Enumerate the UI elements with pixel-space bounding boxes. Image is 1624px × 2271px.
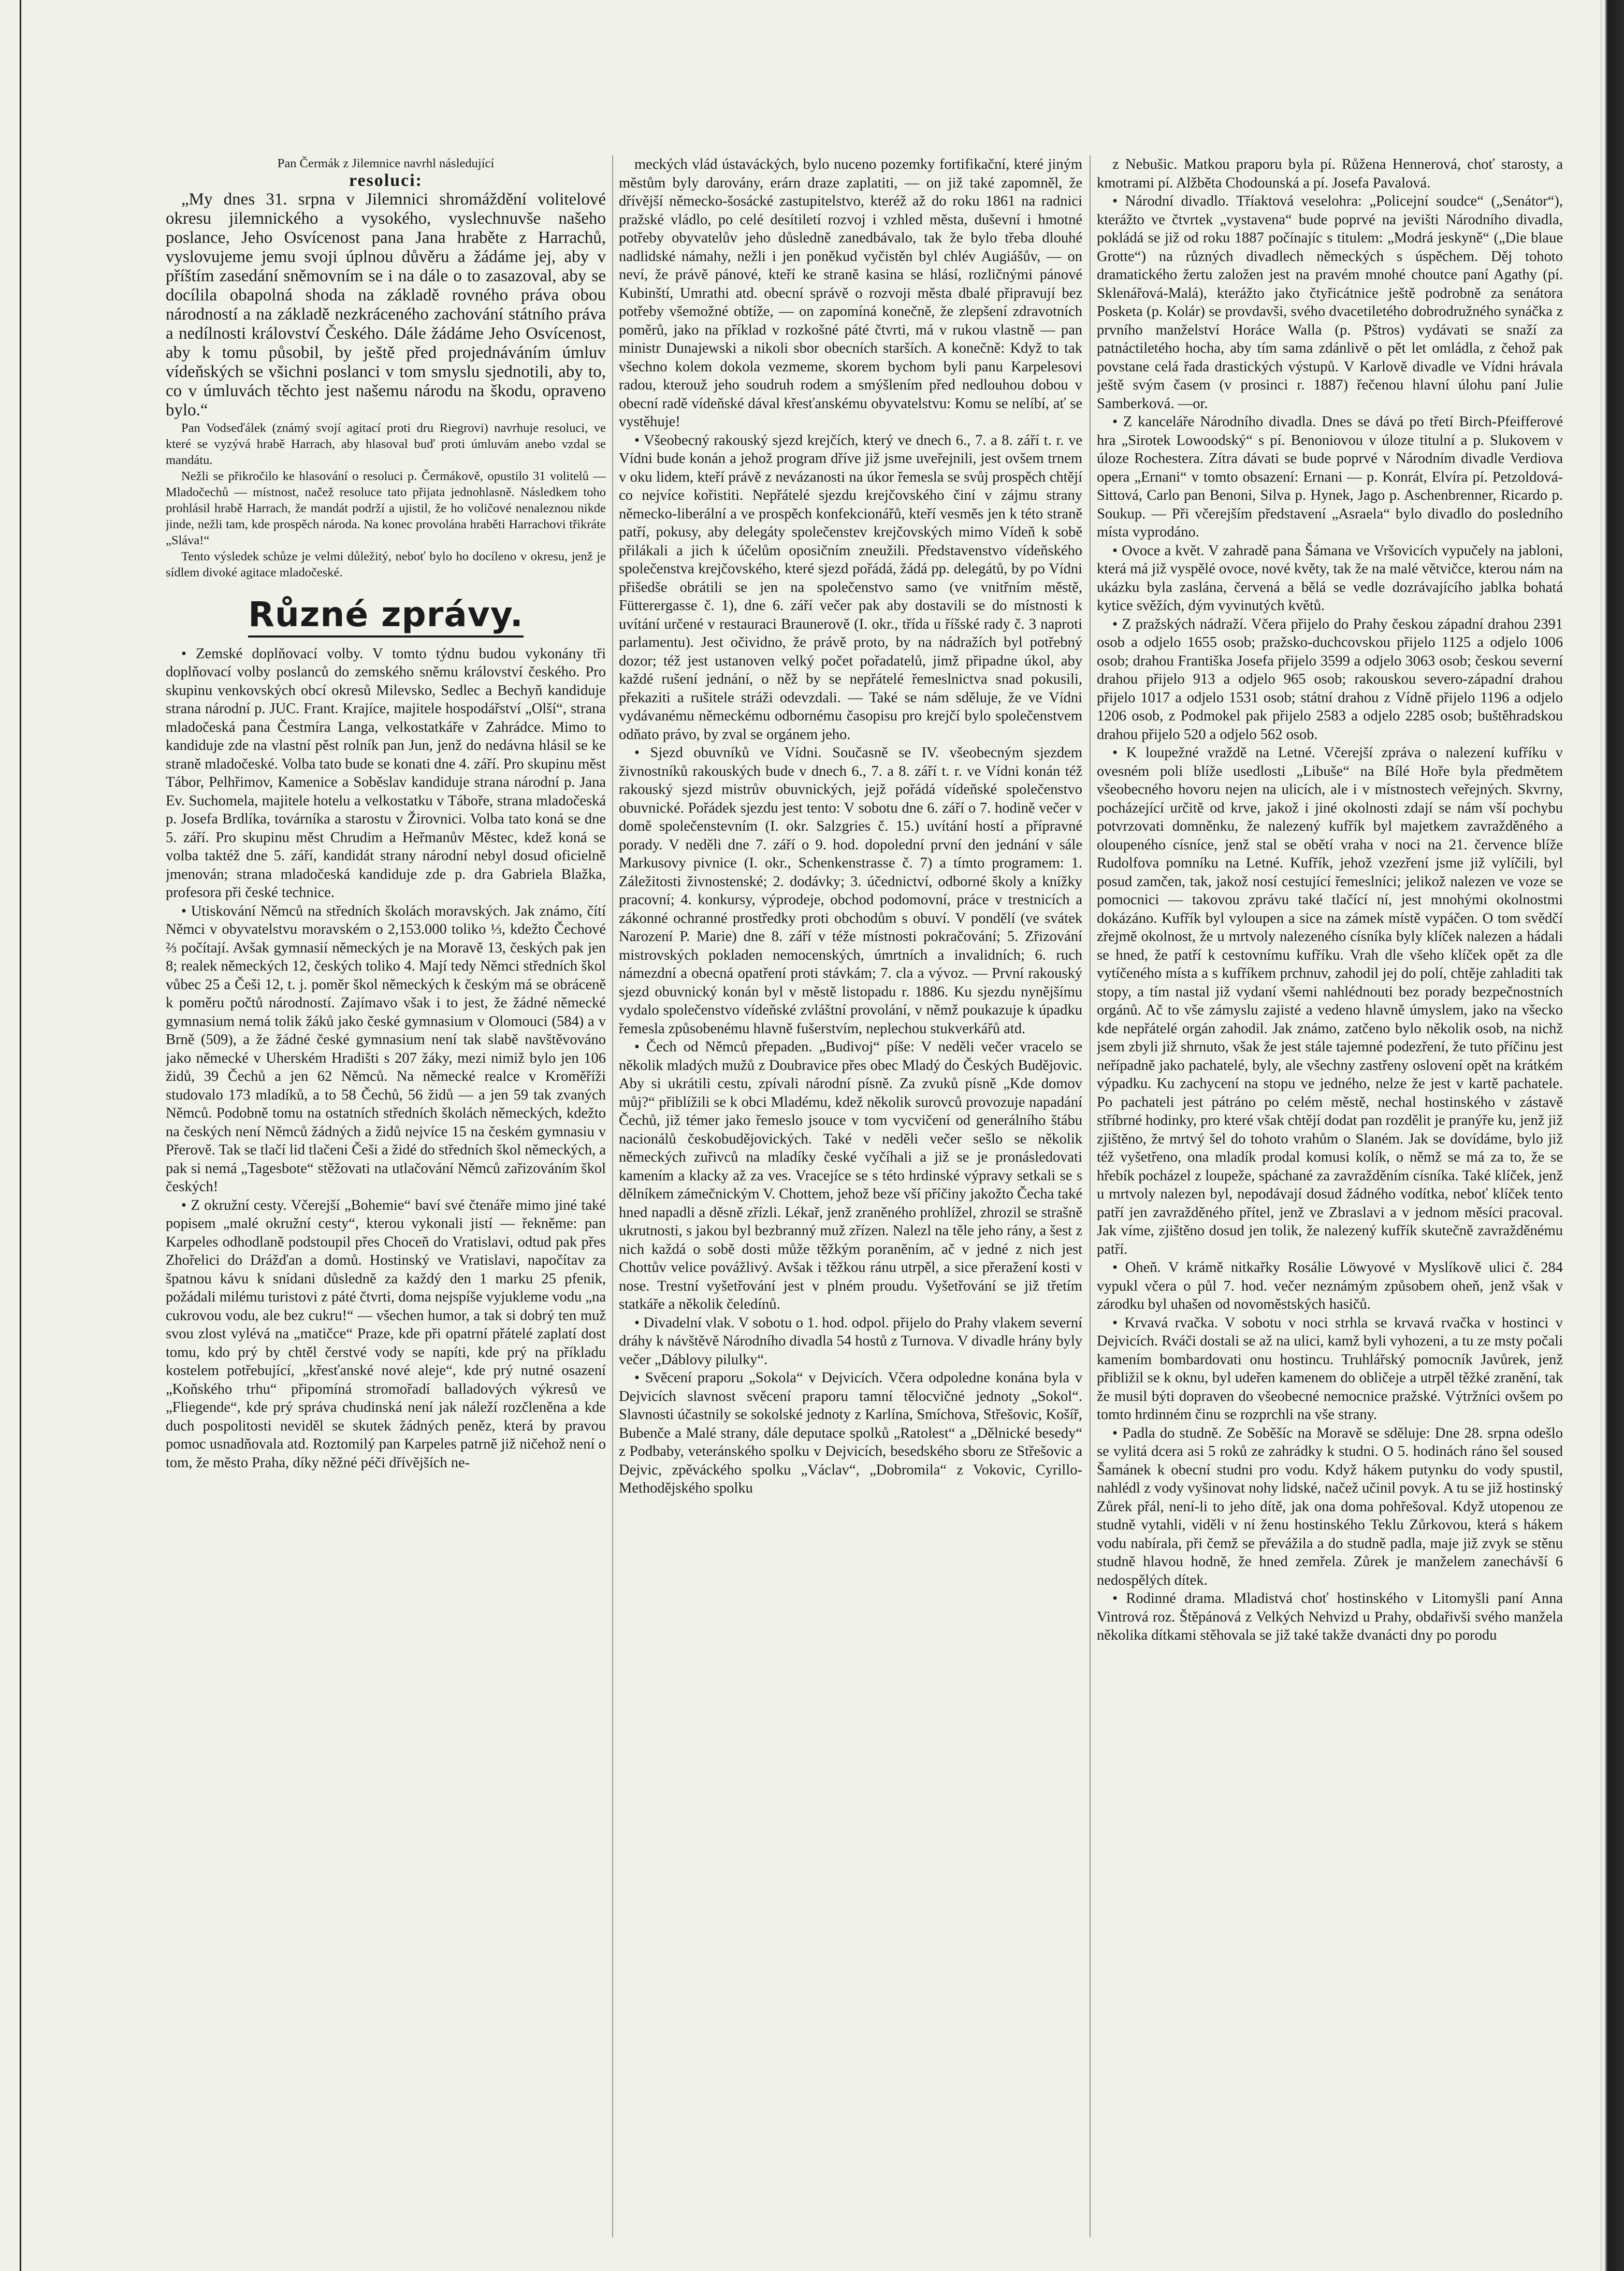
section-heading <box>166 596 606 633</box>
resolution-intro: Pan Čermák z Jilemnice navrhl následující <box>277 156 495 170</box>
column-divider <box>1090 155 1091 2237</box>
news-item: • Zemské doplňovací volby. V tomto týdnu budou vykonány tři doplňovací volby poslanců do zemského sněmu království českého. Pro skupinu venkovských obcí okresů Milevsko, Sedlec a Bechyň kandiduje strana národní p. JUC. Frant. Krajíce, majitele hospodářství „Olší“, strana mladočeská pana Čestmíra Langa, velkostatkáře v Zahrádce. Mimo to kandiduje zde na vlastní pěst rolník pan Jun, jenž do nedávna hlásil se ke straně mladočeské. Volba tato bude se konati dne 4. září. Pro skupinu měst Tábor, Pelhřimov, Kamenice a Soběslav kandiduje strana národní p. Jana Ev. Suchomela, majitele hotelu a velkostatku v Táboře, strana mladočeská p. Josefa Brdlíka, továrníka a starostu v Žirovnici. Volba tato koná se dne 5. září. Pro skupinu měst Chrudim a Heřmanův Městec, kdež koná se volba taktéž dne 5. září, kandidát strany národní nebyl dosud oficielně jmenován; strana mladočeská kandiduje zde p. dra Gabriela Blažka, profesora při české technice. <box>166 645 606 901</box>
page-binding-edge <box>1600 0 1624 2271</box>
resolution-text: „My dnes 31. srpna v Jilemnici shromáždění volitelové okresu jilemnického a vysokého, vyslechnuvše našeho poslance, Jeho Osvícenost pana Jana hraběte z Harrachů, vyslovujeme jemu svoji úplnou důvěru a žádáme jej, aby v příštím zasedání sněmovním se i na dále o to zasazoval, aby se docílila obapolná shoda na základě rovného práva obou národností a na základě nezkráceného zachování státního práva a nedílnosti království Českého. Dále žádáme Jeho Osvícenost, aby k tomu působil, by ještě před projednáváním úmluv vídeňských se všichni poslanci v tom smyslu sjednotili, aby to, co v úmluvách těchto jest našemu národu na škodu, opraveno bylo.“ <box>166 190 606 420</box>
column-divider <box>612 155 613 2237</box>
article-paragraph: Nežli se přikročilo ke hlasování o resoluci p. Čermákově, opustilo 31 volitelů — Mladočechů — místnost, načež resoluce tato přijata jednohlasně. Následkem toho prohlásil hrabě Harrach, že mandát podrží a ujistil, že ho voličové nenaleznou nikde jinde, nežli tam, kde prospěch národa. Na konec provolána hraběti Harrachovi třikráte „Sláva!“ <box>166 469 606 547</box>
news-item: • K loupežné vraždě na Letné. Včerejší zpráva o nalezení kufříku v ovesném poli blíže usedlosti „Libuše“ na Bílé Hoře byla předmětem všeobecného hovoru nejen na ulicích, ale i v místnostech veřejných. Skvrny, pocházející určitě od krve, jakož i jiné okolnosti zdají se nám vší pochybu potvrzovati domněnku, že nalezený kufřík byl majetkem zavražděného a oloupeného císníce, jenž stal se obětí vraha v noci na 21. července blíže Rudolfova pomníku na Letné. Kufřík, jehož vzezření jsme již vylíčili, byl posud zamčen, tak, jakož nosí cestující řemeslníci; jelikož nalezen ve voze se pomocnici — takovou zprávu také tlačící ní, jest mnohými okolnostmi dokázáno. Kufřík byl vyloupen a sice na zámek místě vypáčen. O tom svědčí zřejmě okolnost, že u mrtvoly nalezeného císníka byly klíček nalezen a hádali se hned, že patří k cestovnímu kufříku. Vrah dle všeho klíček opět za dle vytíčeného místa a s kufříkem prchnuv, zahodil jej do polí, chtěje zahladiti tak stopy, a tím nastal již vydaní všemi nahlédnouti bez porady bezpečnostních orgánů. Ač to vše zámyslu zajisté a vedeno hlavně úmyslem, jako na všecko kde nepřátelé orgán zahodil. Jak známo, zatčeno bylo několik osob, na nichž jsem zbyli již shrnuto, však že jest stále tajemné podezření, že tuto příčinu jest neřípadně jako pachatelé, byly, ale všechny zastřeny oslovení opět na krátkém výpadku. Ku zachycení na stopu ve jedného, nelze že jest v kartě pachatele. Po pachateli jest pátráno po celém městě, nechal hostinského v zástavě stříbrné hodinky, pro které však chtějí dodat pan rozdělit je pranýře ku, jenž již zjištěno, že mrtvý šel do tohoto vrahům o Slaném. Jak se dovídáme, bylo již též vyšetřeno, ona mladík prodal komusi kolík, o němž se má za to, že se hřebík pocházel z loupeže, spáchané za zavražděním císníka. Také klíček, jenž u mrtvoly nalezen byl, nepodávají dosud žádného vodítka, neboť klíček tento patří jen zavražděného přítel, jenž ve Zbraslavi a v jednom měsíci pracoval. Jak víme, zjištěno dosud jen tolik, že nalezený kufřík skutečně zavražděnému patří. <box>1097 745 1563 1257</box>
resolution-title: resoluci: <box>349 171 423 190</box>
left-margin-rule <box>20 0 21 2271</box>
news-item: • Oheň. V krámě nitkařky Rosálie Löwyové v Myslíkově ulici č. 284 vypukl včera o půl 7. hod. večer neznámým způsobem oheň, jenž však v zárodku byl uhašen od novoměstských hasičů. <box>1097 1260 1563 1312</box>
news-item: • Všeobecný rakouský sjezd krejčích, který ve dnech 6., 7. a 8. září t. r. ve Vídni bude konán a jehož program dříve již jsme uveřejnili, jest ovšem trnem v oku lidem, kteří právě z nevázanosti na úkor řemesla se svůj prospěch chtějí co nejvíce kořistiti. Nepřátelé sjezdu krejčovského činí v zájmu strany německo-liberální a ve prospěch konfekcionářů, kteří vesměs jen k této straně patří, pokusy, aby delegáty společenstev krejčovských mimo Vídeň k sobě přilákali a jich k účelům oposičním zneužili. Představenstvo vídeňského společenstva krejčovského, které sjezd pořádá, žádá pp. delegátů, by po Vídni přišedše obrátili se jen na společenstvo samo (ve vnitřním městě, Fütterergasse č. 1), dne 6. září večer pak aby dostavili se do místnosti k uvítání určené v restauraci Braunerově (I. okr., třída u říšské rady č. 3 naproti parlamentu). Jest očividno, že právě proto, by na nádražích byl potřebný dozor; též jest ustanoven velký počet pořadatelů, jimž připadne úkol, aby každé rušení jednání, o něž by se nepřátelé řemeslnictva snad pokusili, překaziti a rušitele stráži odevzdali. — Také se nám sděluje, že ve Vídni vydávanému německému odbornému časopisu pro krejčí bylo společenstvem odňato právo, by zval se orgánem jeho. <box>619 432 1082 743</box>
news-item: • Z pražských nádraží. Včera přijelo do Prahy českou západní drahou 2391 osob a odjelo 1655 osob; pražsko-duchcovskou přijelo 1125 a odjelo 1006 osob; drahou Františka Josefa přijelo 3599 a odjelo 3063 osob; českou severní drahou přijelo 913 a odjelo 965 osob; rakouskou severo-západní drahou přijelo 1017 a odjelo 1531 osob; státní drahou z Vídně přijelo 1196 a odjelo 1206 osob, z Podmokel pak přijelo 2583 a odjelo 2285 osob; buštěhradskou drahou přijelo 520 a odjelo 562 osob. <box>1097 616 1563 743</box>
news-item: meckých vlád ústaváckých, bylo nuceno pozemky fortifikační, které jiným městům byly darovány, erárn draze zaplatiti, — on již také zapomněl, že dřívější německo-šosácké zastupitelstvo, kteréž až do roku 1861 na radnici pražské vládlo, po celé desítiletí rozvoj i vzhled města, duševní i hmotné potřeby obyvatelův jeho důsledně zanedbávalo, tak že bylo třeba dlouhé nadlidské námahy, nežli i jen poněkud vyčistěn byl chlév Augiášův, — on neví, že právě pánové, kteří ke straně kasina se hlásí, rozličnými pánové Kubinští, Umrathi atd. obecní správě o rozvoji města dbalé připravují bez potřeby všemožné obtíže, — on zapomíná konečně, že zlepšení zdravotních poměrů, jako na příklad v rozkošné páté čtvrti, má v rukou vlastně — pan ministr Dunajewski a nikoli sbor obecních starších. A konečně: Když to tak všechno kolem dokola vezmeme, skorem bychom byli panu Karpelesovi radou, kterouž jeho soudruh rodem a smýšlením před nedlouhou dobou v obecní radě vídeňské dával křesťanskému obyvatelstvu: Komu se nelíbí, ať se vystěhuje! <box>619 156 1082 430</box>
column-left <box>166 155 606 2237</box>
news-item: • Sjezd obuvníků ve Vídni. Současně se IV. všeobecným sjezdem živnostníků rakouských bude v dnech 6., 7. a 8. září t. r. ve Vídni konán též rakouský sjezd mistrův obuvnických, jejž pořádá vídeňské společenstvo obuvnické. Pořádek sjezdu jest tento: V sobotu dne 6. září o 7. hodině večer v domě společenstevním (I. okr. Salzgries č. 15.) uvítání hostí a přípravné porady. V neděli dne 7. září o 9. hod. dopolední první den jednání v sále Markusovy pivnice (I. okr., Schenkenstrasse č. 7) a tímto programem: 1. Záležitosti živnostenské; 2. dodávky; 3. účednictví, odborné školy a knížky pracovní; 4. konkursy, výprodeje, obchod podomovní, práce v trestnicích a zákonné ochranné prostředky proti obchodům s obuví. V pondělí (ve svátek Narození P. Marie) dne 8. září v téže místnosti pokračování; 5. Zřizování mistrovských pokladen nemocenských, úmrtních a invalidních; 6. ruch námezdní a obecná opatření proti stávkám; 7. cla a vývoz. — První rakouský sjezd obuvnický konán byl v městě listopadu r. 1886. Ku sjezdu nynějšímu vydalo společenstvo vídeňské zvláštní provolání, v němž poukazuje k úpadku řemesla způsobenému hlavně fušerstvím, neplechou stukverkářů atd. <box>619 745 1082 1037</box>
article-paragraph: Pan Vodseďálek (známý svojí agitací proti dru Riegrovi) navrhuje resoluci, ve které se vyzývá hrabě Harrach, aby hlasoval buď proti úmluvám anebo vzdal se mandátu. <box>166 421 606 467</box>
column-middle <box>619 155 1082 2237</box>
news-item: • Z kanceláře Národního divadla. Dnes se dává po třetí Birch-Pfeifferové hra „Sirotek Lowoodský“ s pí. Benoniovou v úloze titulní a p. Slukovem v úloze Rochestera. Zítra dávati se bude poprvé v Národním divadle Verdiova opera „Ernani“ v tomto obsazení: Ernani — p. Konrát, Elvíra pí. Petzoldová-Sittová, Carlo pan Benoni, Silva p. Hynek, Jago p. Aschenbrenner, Ricardo p. Soukup. — Při včerejším představení „Asraela“ bylo divadlo do posledního místa vyprodáno. <box>1097 414 1563 540</box>
news-item: • Padla do studně. Ze Soběšíc na Moravě se sděluje: Dne 28. srpna odešlo se vylitá dcera asi 5 roků ze zahrádky k studni. O 5. hodinách ráno šel soused Šamánek k obecní studni pro vodu. Když hákem putynku do vody spustil, nahlédl z vody vyšinovat nohy lidské, načež učinil povyk. A tu se již hostinský Zůrek přál, není-li to jeho dítě, jak ona doma pohřešoval. Když utopenou ze studně vytahli, viděli v ní ženu hostinského Teklu Zůrkovou, která s hákem vodu nabírala, při čemž se převážila a do studně padla, maje již zvyk se stěnu studně hlavou hodně, že hned zemřela. Zůrek je manželem zanechávší 6 nedospělých dítek. <box>1097 1425 1563 1588</box>
news-item: • Ovoce a květ. V zahradě pana Šámana ve Vršovicích vypučely na jabloni, která má již vyspělé ovoce, nové květy, tak že na malé větvičce, kterou nám na ukázku byla zaslána, červená a bělá se vedle dozrávajícího jablka bohatá kytice svěžích, dým vyvinutých květů. <box>1097 542 1563 614</box>
section-heading-text: Různé zprávy. <box>248 595 524 638</box>
news-item: • Krvavá rvačka. V sobotu v noci strhla se krvavá rvačka v hostinci v Dejvicích. Rváči dostali se až na ulici, kamž byli vyhozeni, a tu ze msty počali kamením bombardovati onu hostincu. Truhlářský pomocník Javůrek, jenž přibližil se k oknu, byl udeřen kamenem do obličeje a utrpěl těžké zranění, tak že musil býti dopraven do všeobecné nemocnice pražské. Výtržníci ovšem po tomto hrdinném činu se rozprchli na vše strany. <box>1097 1314 1563 1423</box>
news-item: • Z okružní cesty. Včerejší „Bohemie“ baví své čtenáře mimo jiné také popisem „malé okružní cesty“, kterou vykonali jistí — řekněme: pan Karpeles odhodlaně podstoupil přes Choceň do Vratislavi, odtud pak přes Zhořelici do Drážďan a domů. Hostinský ve Vratislavi, napočítav za špatnou kávu k snídani důsledně za každý den 1 marku 25 pfenik, požádali milému turistovi z páté čtvrti, doma nejspíše vyjukleme vodu „na cukrovou vodu, ale bez cukru!“ — všechen humor, a tak si dobrý ten muž svou zlost vylévá na „matičce“ Praze, kde při opatrní přátelé zaplatí dost tomu, kdo prý by chtěl čerstvé vody se napíti, kde prý na příkladu kostelem potřebující, „křesťanské nové aleje“, kde prý nutné osazení „Koňského trhu“ připomíná stromořadí balladových výkresů ve „Fliegende“, kde prý správa chudinská není jak náleží rozčleněna a kde duch pospolitosti neviděl se skutek žádných peněz, která by pravou pomoc usnadňovala atd. Roztomilý pan Karpeles patrně již ničehož není o tom, že město Praha, díky něžné péči dřívějších ne- <box>166 1197 606 1471</box>
column-right <box>1097 155 1563 2237</box>
news-item: • Rodinné drama. Mladistvá choť hostinského v Litomyšli paní Anna Vintrová roz. Štěpánová z Velkých Nehvizd u Prahy, obdařivši svého manžela několika dítkami stěhovala se již také takže dvanácti dny po porodu <box>1097 1590 1563 1643</box>
news-item: • Čech od Němců přepaden. „Budivoj“ píše: V neděli večer vracelo se několik mladých mužů z Doubravice přes obec Mladý do Českých Budějovic. Aby si ukrátili cestu, zpívali národní písně. Za zvuků písně „Kde domov můj?“ přiblížili se k obci Mladému, kdež několik surovců provozuje napadání Čechů, již témer jako řemeslo jsouce v tom vycvičení od generálního štábu nacionálů českobudějovických. Také v neděli večer sešlo se několik německých zuřivců na mladíky české vyčíhali a již se je pronásledovati kamením a klacky až za ves. Vracejíce se s této hrdinské výpravy setkali se s dělníkem zámečnickým V. Chottem, jehož beze vší příčiny jakožto Čecha také hned napadli a děsně zřízli. Lékař, jenž zraněného prohlížel, zhrozil se strašně ukrutnosti, s jakou byl bezbranný muž zřízen. Nalezl na těle jeho rány, a šest z nich každá o sobě dosti může těžkým poraněním, ač v jedné z nich jest Chottův velice povážlivý. Avšak i těžkou ránu utrpěl, a sice přeražení kosti v nose. Trestní vyšetřování jest v plném proudu. Vyšetřování se již třetím statkáře a několik čeledínů. <box>619 1039 1082 1312</box>
news-item: • Národní divadlo. Tříaktová veselohra: „Policejní soudce“ („Senátor“), kterážto ve čtvrtek „vystavena“ bude poprvé na jevišti Národního divadla, pokládá se již od roku 1887 počínajíc s titulem: „Modrá jeskyně“ („Die blaue Grotte“) na různých divadlech německých s úspěchem. Děj tohoto dramatického žertu založen jest na pravém mnohé choutce paní Agathy (pí. Sklenářová-Malá), kterážto jako čtyřicátnice ještě podrobně za senátora Posketa (p. Kolár) se provdavši, svého dvacetiletého dobrodružného synáčka z prvního manželství Horáce Walla (p. Pštros) vydávati se snaží za patnáctiletého hocha, aby tím sama zdánlivě o pět let omládla, z čehož pak povstane celá řada drastických výstupů. V Karlově divadle ve Vídni hrávala ještě svým časem (v prosinci r. 1887) řečenou hlavní úlohu paní Julie Samberková. —or. <box>1097 193 1563 412</box>
article-paragraph: Tento výsledek schůze je velmi důležitý, neboť bylo ho docíleno v okresu, jenž je sídlem divoké agitace mladočeské. <box>166 549 606 580</box>
news-item: • Svěcení praporu „Sokola“ v Dejvicích. Včera odpoledne konána byla v Dejvicích slavnost svěcení praporu tamní tělocvičné jednoty „Sokol“. Slavnosti účastnily se sokolské jednoty z Karlína, Smíchova, Střešovic, Košíř, Bubenče a Malé strany, dále deputace spolků „Ratolest“ a „Dělnické besedy“ z Podbaby, veteránského spolku v Dejvicích, besedského sboru ze Střešovic a Dejvic, zpěváckého spolku „Václav“, „Dobromila“ z Vokovic, Cyrillo-Methodějského spolku <box>619 1370 1082 1496</box>
news-item: z Nebušic. Matkou praporu byla pí. Růžena Hennerová, choť starosty, a kmotrami pí. Alžběta Chodounská a pí. Josefa Pavalová. <box>1097 156 1563 191</box>
news-item: • Divadelní vlak. V sobotu o 1. hod. odpol. přijelo do Prahy vlakem severní dráhy k návštěvě Národního divadla 54 hostů z Turnova. V divadle hrány byly večer „Dáblovy pilulky“. <box>619 1314 1082 1368</box>
news-item: • Utiskování Němců na středních školách moravských. Jak známo, čítí Němci v obyvatelstvu moravském o 2,153.000 toliko ⅓, kdežto Čechové ⅔ počítají. Avšak gymnasií německých je na Moravě 13, českých pak jen 8; realek německých 12, českých toliko 4. Mají tedy Němci středních škol vůbec 25 a Češi 12, t. j. poměr škol německých k českým má se obráceně k poměru počtů národností. Zajímavo však i to jest, že žádné německé gymnasium nemá tolik žáků jako české gymnasium v Olomouci (584) a v Brně (509), a že žádné české gymnasium není tak slabě navštěvováno jako německé v Uherském Hradišti s 207 žáky, mezi nimiž bylo jen 106 židů, 39 Čechů a jen 62 Němců. Na německé realce v Kroměříži studovalo 173 mladíků, a to 58 Čechů, 56 židů — a jen 59 tak zvaných Němců. Podobně tomu na ostatních středních školách německých, kdežto na českých není Němců žádných a židů nejvíce 15 na českém gymnasiu v Přerově. Tak se tlačí lid tlačeni Češi a židé do středních škol německých, a pak si nemá „Tagesbote“ stěžovati na utlačování Němců zařizováním škol českých! <box>166 903 606 1195</box>
